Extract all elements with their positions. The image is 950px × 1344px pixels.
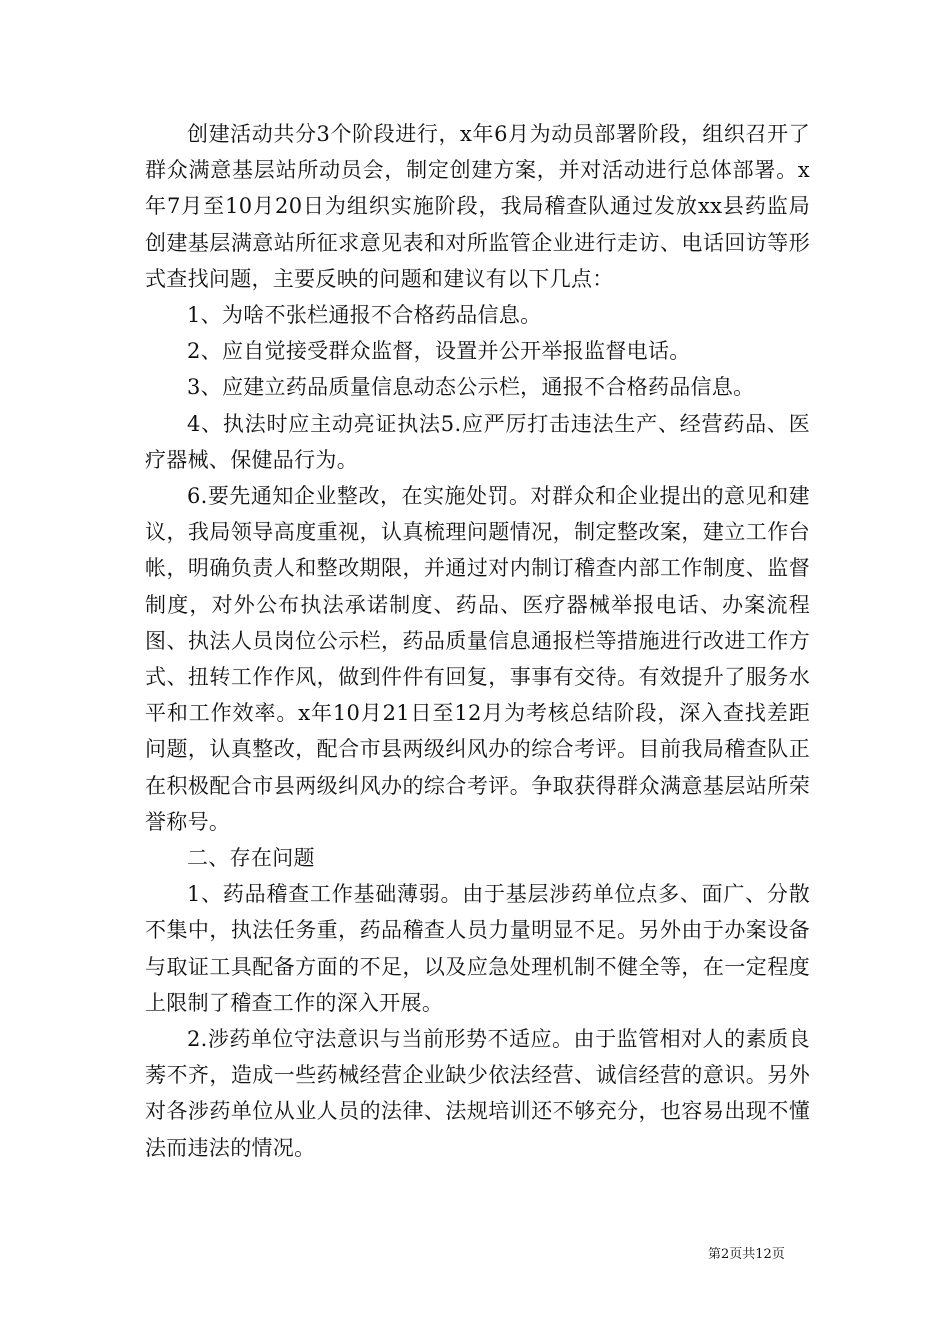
paragraph-item-4-5: 4、执法时应主动亮证执法5.应严厉打击违法生产、经营药品、医疗器械、保健品行为。 [145, 411, 810, 472]
section-heading-problems: 二、存在问题 [187, 846, 315, 871]
paragraph-item-2: 2、应自觉接受群众监督，设置并公开举报监督电话。 [187, 339, 691, 364]
paragraph-problem-1: 1、药品稽查工作基础薄弱。由于基层涉药单位点多、面广、分散不集中，执法任务重，药品稽查人员力量明显不足。另外由于办案设备与取证工具配备方面的不足，以及应急处理机制不健全等，在一定程度上限制了稽查工作的深入开展。 [145, 882, 810, 1015]
document-body [145, 116, 810, 1166]
paragraph-item-6: 6.要先通知企业整改，在实施处罚。对群众和企业提出的意见和建议，我局领导高度重视，认真梳理问题情况，制定整改案，建立工作台帐，明确负责人和整改期限，并通过对内制订稽查内部工作制度、监督制度，对外公布执法承诺制度、药品、医疗器械举报电话、办案流程图、执法人员岗位公示栏，药品质量信息通报栏等措施进行改进工作方式、扭转工作作风，做到件件有回复，事事有交待。有效提升了服务水平和工作效率。x年10月21日至12月为考核总结阶段，深入查找差距问题，认真整改，配合市县两级纠风办的综合考评。目前我局稽查队正在积极配合市县两级纠风办的综合考评。争取获得群众满意基层站所荣誉称号。 [145, 484, 810, 834]
paragraph-problem-2: 2.涉药单位守法意识与当前形势不适应。由于监管相对人的素质良莠不齐，造成一些药械经营企业缺少依法经营、诚信经营的意识。另外对各涉药单位从业人员的法律、法规培训还不够充分，也容易出现不懂法而违法的情况。 [145, 1027, 810, 1160]
paragraph-activity-stages: 创建活动共分3个阶段进行，x年6月为动员部署阶段，组织召开了群众满意基层站所动员会，制定创建方案，并对活动进行总体部署。x年7月至10月20日为组织实施阶段，我局稽查队通过发放xx县药监局创建基层满意站所征求意见表和对所监管企业进行走访、电话回访等形式查找问题，主要反映的问题和建议有以下几点： [145, 122, 810, 291]
paragraph-item-3: 3、应建立药品质量信息动态公示栏，通报不合格药品信息。 [187, 375, 755, 400]
page-number-footer: 第2页共12页 [708, 1247, 785, 1262]
paragraph-item-1: 1、为啥不张栏通报不合格药品信息。 [187, 303, 542, 328]
